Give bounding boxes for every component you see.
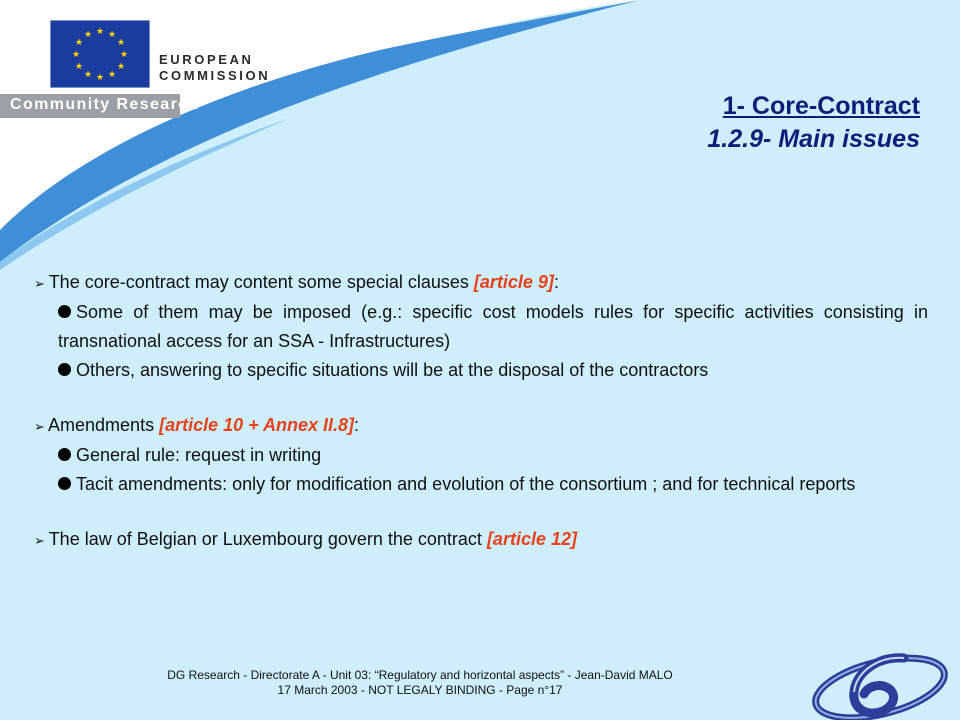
sub-point-text: General rule: request in writing — [76, 445, 322, 465]
slide-content — [24, 268, 928, 555]
slide-title — [707, 90, 920, 156]
svg-text:★: ★ — [116, 38, 126, 48]
article-reference: [article 10 + Annex II.8] — [159, 415, 354, 435]
title-sub: 1.2.9- Main issues — [707, 125, 920, 153]
svg-text:★: ★ — [74, 62, 84, 72]
point-punctuation: : — [553, 272, 559, 292]
organization-name — [159, 52, 270, 84]
sub-point-tacit — [24, 470, 928, 499]
sub-point-others — [24, 356, 928, 385]
arrow-bullet-icon: ➢ — [34, 419, 45, 434]
round-bullet-icon — [58, 477, 71, 490]
svg-text:★: ★ — [116, 62, 126, 72]
title-main: 1- Core-Contract — [722, 92, 920, 120]
organization-line-1: EUROPEAN — [159, 52, 254, 67]
round-bullet-icon — [58, 305, 71, 318]
article-reference: [article 9] — [473, 272, 554, 292]
sub-point-text: Others, answering to specific situations will be at the disposal of the contractors — [76, 360, 709, 380]
point-governing-law — [24, 525, 928, 555]
point-text: The law of Belgian or Luxembourg govern the contract — [48, 529, 487, 549]
footer-line-2: 17 March 2003 - NOT LEGALY BINDING - Page n°17 — [277, 683, 563, 697]
round-bullet-icon — [58, 363, 71, 376]
svg-text:★: ★ — [107, 70, 117, 80]
point-amendments — [24, 411, 928, 441]
sub-point-text: Some of them may be imposed (e.g.: specific cost models rules for specific activities consisting in transnational access for an SSA - Infrastructures) — [58, 302, 928, 351]
point-special-clauses — [24, 268, 928, 298]
footer-line-1: DG Research - Directorate A - Unit 03: “Regulatory and horizontal aspects” - Jean-David MALO — [167, 668, 673, 682]
svg-text:★: ★ — [83, 70, 93, 80]
point-punctuation: : — [354, 415, 360, 435]
svg-text:★: ★ — [71, 50, 81, 60]
fp6-logo — [808, 650, 956, 720]
footer — [40, 668, 800, 698]
svg-text:★: ★ — [95, 27, 105, 37]
eu-flag-logo — [50, 20, 150, 88]
svg-text:★: ★ — [83, 30, 93, 40]
arrow-bullet-icon: ➢ — [34, 533, 45, 548]
svg-text:★: ★ — [74, 38, 84, 48]
sub-point-imposed — [24, 298, 928, 356]
point-text: Amendments — [48, 415, 160, 435]
sub-point-general-rule — [24, 441, 928, 470]
round-bullet-icon — [58, 448, 71, 461]
svg-text:★: ★ — [119, 50, 129, 60]
point-text: The core-contract may content some special clauses — [48, 272, 474, 292]
svg-text:★: ★ — [95, 73, 105, 83]
article-reference: [article 12] — [486, 529, 577, 549]
community-research-label: Community Research — [10, 96, 200, 113]
sub-point-text: Tacit amendments: only for modification and evolution of the consortium ; and for technical reports — [76, 474, 856, 494]
organization-line-2: COMMISSION — [159, 68, 271, 83]
arrow-bullet-icon: ➢ — [34, 276, 45, 291]
svg-text:★: ★ — [107, 30, 117, 40]
